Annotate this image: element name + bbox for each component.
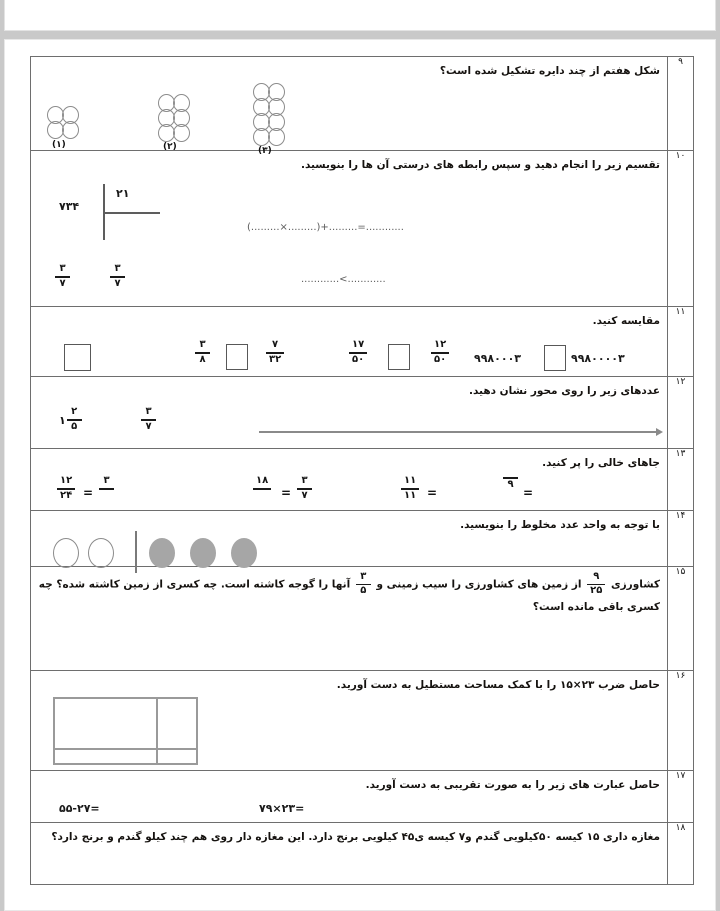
division-horizontal-line <box>103 212 160 214</box>
equals-sign: = <box>83 486 94 501</box>
fraction-left-q10 <box>55 264 70 289</box>
equation-3-left-fraction <box>253 476 271 501</box>
question-body-12 <box>31 377 668 449</box>
question-text-15 <box>31 567 667 620</box>
table-row <box>31 671 694 771</box>
fraction-bar <box>253 488 271 490</box>
mixed-fraction-part <box>67 407 82 432</box>
pattern-circle <box>173 124 190 142</box>
fraction-numerator: ۱۱ <box>404 475 417 487</box>
question-text-18: مغازه داری ۱۵ کیسه ۵۰کیلویی گندم و۷ کیسه ی۴۵ کیلویی برنج دارد. این مغازه دار روی هم چند کیلو گندم و برنج دارد؟ <box>51 831 660 843</box>
equals-sign: = <box>281 486 292 501</box>
question-number-9: ۹ <box>668 57 694 151</box>
comparison-box-4[interactable] <box>64 344 91 371</box>
area-model-vertical-split <box>156 699 158 763</box>
fraction-numerator: ۷ <box>272 339 279 351</box>
table-row <box>31 307 694 377</box>
compare-left-number: ۹۹۸۰۰۰۳ <box>474 352 521 366</box>
comparison-box-2[interactable] <box>388 344 410 370</box>
question-text-14: با توجه به واحد عدد مخلوط را بنویسید. <box>460 519 660 531</box>
question-text-10: تقسیم زیر را انجام دهید و سپس رابطه های درستی آن ها را بنویسید. <box>300 159 660 171</box>
compare-right-fraction-2 <box>431 340 449 365</box>
question-number-13: ۱۳ <box>668 449 694 511</box>
compare-left-fraction-2 <box>349 340 367 365</box>
fraction-denominator: ۷ <box>59 277 66 289</box>
fraction-denominator: ۵۰ <box>434 353 447 365</box>
question-body-11 <box>31 307 668 377</box>
arrow-head-icon <box>656 428 663 436</box>
question-body-9 <box>31 57 668 157</box>
empty-unit-circle <box>53 538 79 568</box>
question-body-16 <box>31 671 668 771</box>
fraction-denominator: ۵۰ <box>352 353 365 365</box>
question-number-15: ۱۵ <box>668 567 694 671</box>
fraction-numerator: ۱۲ <box>60 475 73 487</box>
question-text-11: مقایسه کنید. <box>592 315 660 327</box>
question-text-9: شکل هفتم از چند دایره تشکیل شده است؟ <box>439 65 660 77</box>
pattern-label-1: (۱) <box>52 140 66 151</box>
question-number-17: ۱۷ <box>668 771 694 823</box>
q15-fraction-2 <box>356 572 371 597</box>
dividend-value: ۷۳۴ <box>59 200 80 214</box>
fraction-numerator: ۳ <box>103 475 110 487</box>
table-row <box>31 57 694 151</box>
mixed-whole-part: ۱ <box>59 413 66 427</box>
q15-part-d: کسری باقی مانده است؟ <box>532 601 660 614</box>
divisor-value: ۲۱ <box>116 187 130 201</box>
pattern-label-2: (۲) <box>163 142 177 153</box>
pattern-circle <box>268 128 285 146</box>
compare-right-fraction-3 <box>266 340 284 365</box>
fraction-denominator <box>253 491 271 502</box>
fraction-numerator: ۹ <box>593 571 600 582</box>
fraction-denominator <box>99 491 114 502</box>
fraction-denominator: ۲۴ <box>60 489 73 501</box>
equals-sign: = <box>523 486 534 501</box>
table-row <box>31 567 694 671</box>
question-text-16: حاصل ضرب ۲۳×۱۵ را با کمک مساحت مستطیل به دست آورید. <box>336 679 660 691</box>
table-row <box>31 449 694 511</box>
equals-sign: = <box>427 486 438 501</box>
q15-part-c: آنها را گوجه کاشته است. چه کسری از زمین کاشته شده؟ چه <box>38 578 351 591</box>
equation-2-left-fraction <box>401 476 419 501</box>
question-body-18 <box>31 823 668 885</box>
q15-part-a: کشاورزی <box>611 578 660 591</box>
question-body-13 <box>31 449 668 511</box>
equation-3-right-fraction <box>297 476 312 501</box>
fraction-numerator: ۱۸ <box>256 475 269 487</box>
filled-unit-circle <box>231 538 257 568</box>
question-number-12: ۱۲ <box>668 377 694 449</box>
comparison-box-1[interactable] <box>544 345 566 371</box>
fraction-right-q10 <box>110 264 125 289</box>
table-row <box>31 823 694 885</box>
fraction-denominator: ۷ <box>114 277 121 289</box>
blank-comparison-line: ............<............ <box>301 274 386 286</box>
fraction-bar <box>99 488 114 490</box>
equation-1-left-fraction <box>503 476 518 491</box>
fraction-denominator: ۵ <box>71 420 78 432</box>
filled-unit-circle <box>149 538 175 568</box>
comparison-box-3[interactable] <box>226 344 248 370</box>
fraction-denominator: ۲۵ <box>590 585 603 597</box>
number-line-axis <box>259 431 658 433</box>
question-number-10: ۱۰ <box>668 151 694 307</box>
q15-fraction-1 <box>587 572 605 597</box>
q15-part-b: از زمین های کشاورزی را سیب زمینی و <box>376 578 582 591</box>
fraction-numerator: ۳ <box>301 475 308 487</box>
fraction-numerator: ۳ <box>360 571 367 582</box>
table-row <box>31 377 694 449</box>
fraction-numerator: ۳ <box>114 263 121 275</box>
question-number-14: ۱۴ <box>668 511 694 567</box>
expression-multiplication: ۷۹×۲۳= <box>259 802 305 816</box>
question-body-17 <box>31 771 668 823</box>
question-body-15 <box>31 567 668 671</box>
pattern-circle <box>62 121 79 139</box>
question-number-16: ۱۶ <box>668 671 694 771</box>
fraction-denominator: ۳۲ <box>269 353 282 365</box>
empty-unit-circle <box>88 538 114 568</box>
fraction-denominator: ۵ <box>360 585 367 597</box>
fraction-numerator: ۳ <box>59 263 66 275</box>
compare-right-number: ۹۹۸۰۰۰۰۳ <box>571 352 625 366</box>
table-row <box>31 511 694 567</box>
question-text-17: حاصل عبارت های زیر را به صورت تقریبی به دست آورید. <box>365 779 660 791</box>
numberline-fraction-value <box>141 407 156 432</box>
fraction-denominator: ۸ <box>199 353 206 365</box>
fraction-denominator: ۷ <box>301 489 308 501</box>
question-body-10 <box>31 151 668 307</box>
question-body-14 <box>31 511 668 567</box>
fraction-numerator: ۱۲ <box>434 339 447 351</box>
fraction-numerator: ۲ <box>71 406 78 418</box>
numberline-mixed-value <box>59 407 82 432</box>
page-top-strip <box>4 0 716 31</box>
fraction-numerator: ۳ <box>145 406 152 418</box>
worksheet-sheet <box>4 39 716 911</box>
question-number-18: ۱۸ <box>668 823 694 885</box>
table-row <box>31 771 694 823</box>
table-row <box>31 151 694 307</box>
area-model-horizontal-split <box>55 748 196 750</box>
question-text-12: عددهای زیر را روی محور نشان دهید. <box>469 385 660 397</box>
pattern-label-3: (۳) <box>258 146 272 157</box>
fraction-numerator: ۳ <box>199 339 206 351</box>
expression-subtraction: ۵۵-۲۷= <box>59 802 100 816</box>
blank-equation-line: (.........×.........)+.........=............ <box>247 222 404 234</box>
compare-left-fraction-3 <box>195 340 210 365</box>
equation-4-left-fraction <box>57 476 75 501</box>
area-model-rectangle <box>53 697 198 765</box>
fraction-denominator: ۷ <box>145 420 152 432</box>
fraction-numerator: ۱۷ <box>352 339 365 351</box>
question-text-13: جاهای خالی را پر کنید. <box>542 457 660 469</box>
filled-unit-circle <box>190 538 216 568</box>
equation-4-right-fraction <box>99 476 114 501</box>
fraction-denominator: ۱۱ <box>404 489 417 501</box>
questions-table <box>30 56 694 885</box>
question-number-11: ۱۱ <box>668 307 694 377</box>
fraction-denominator: ۹ <box>507 478 514 490</box>
